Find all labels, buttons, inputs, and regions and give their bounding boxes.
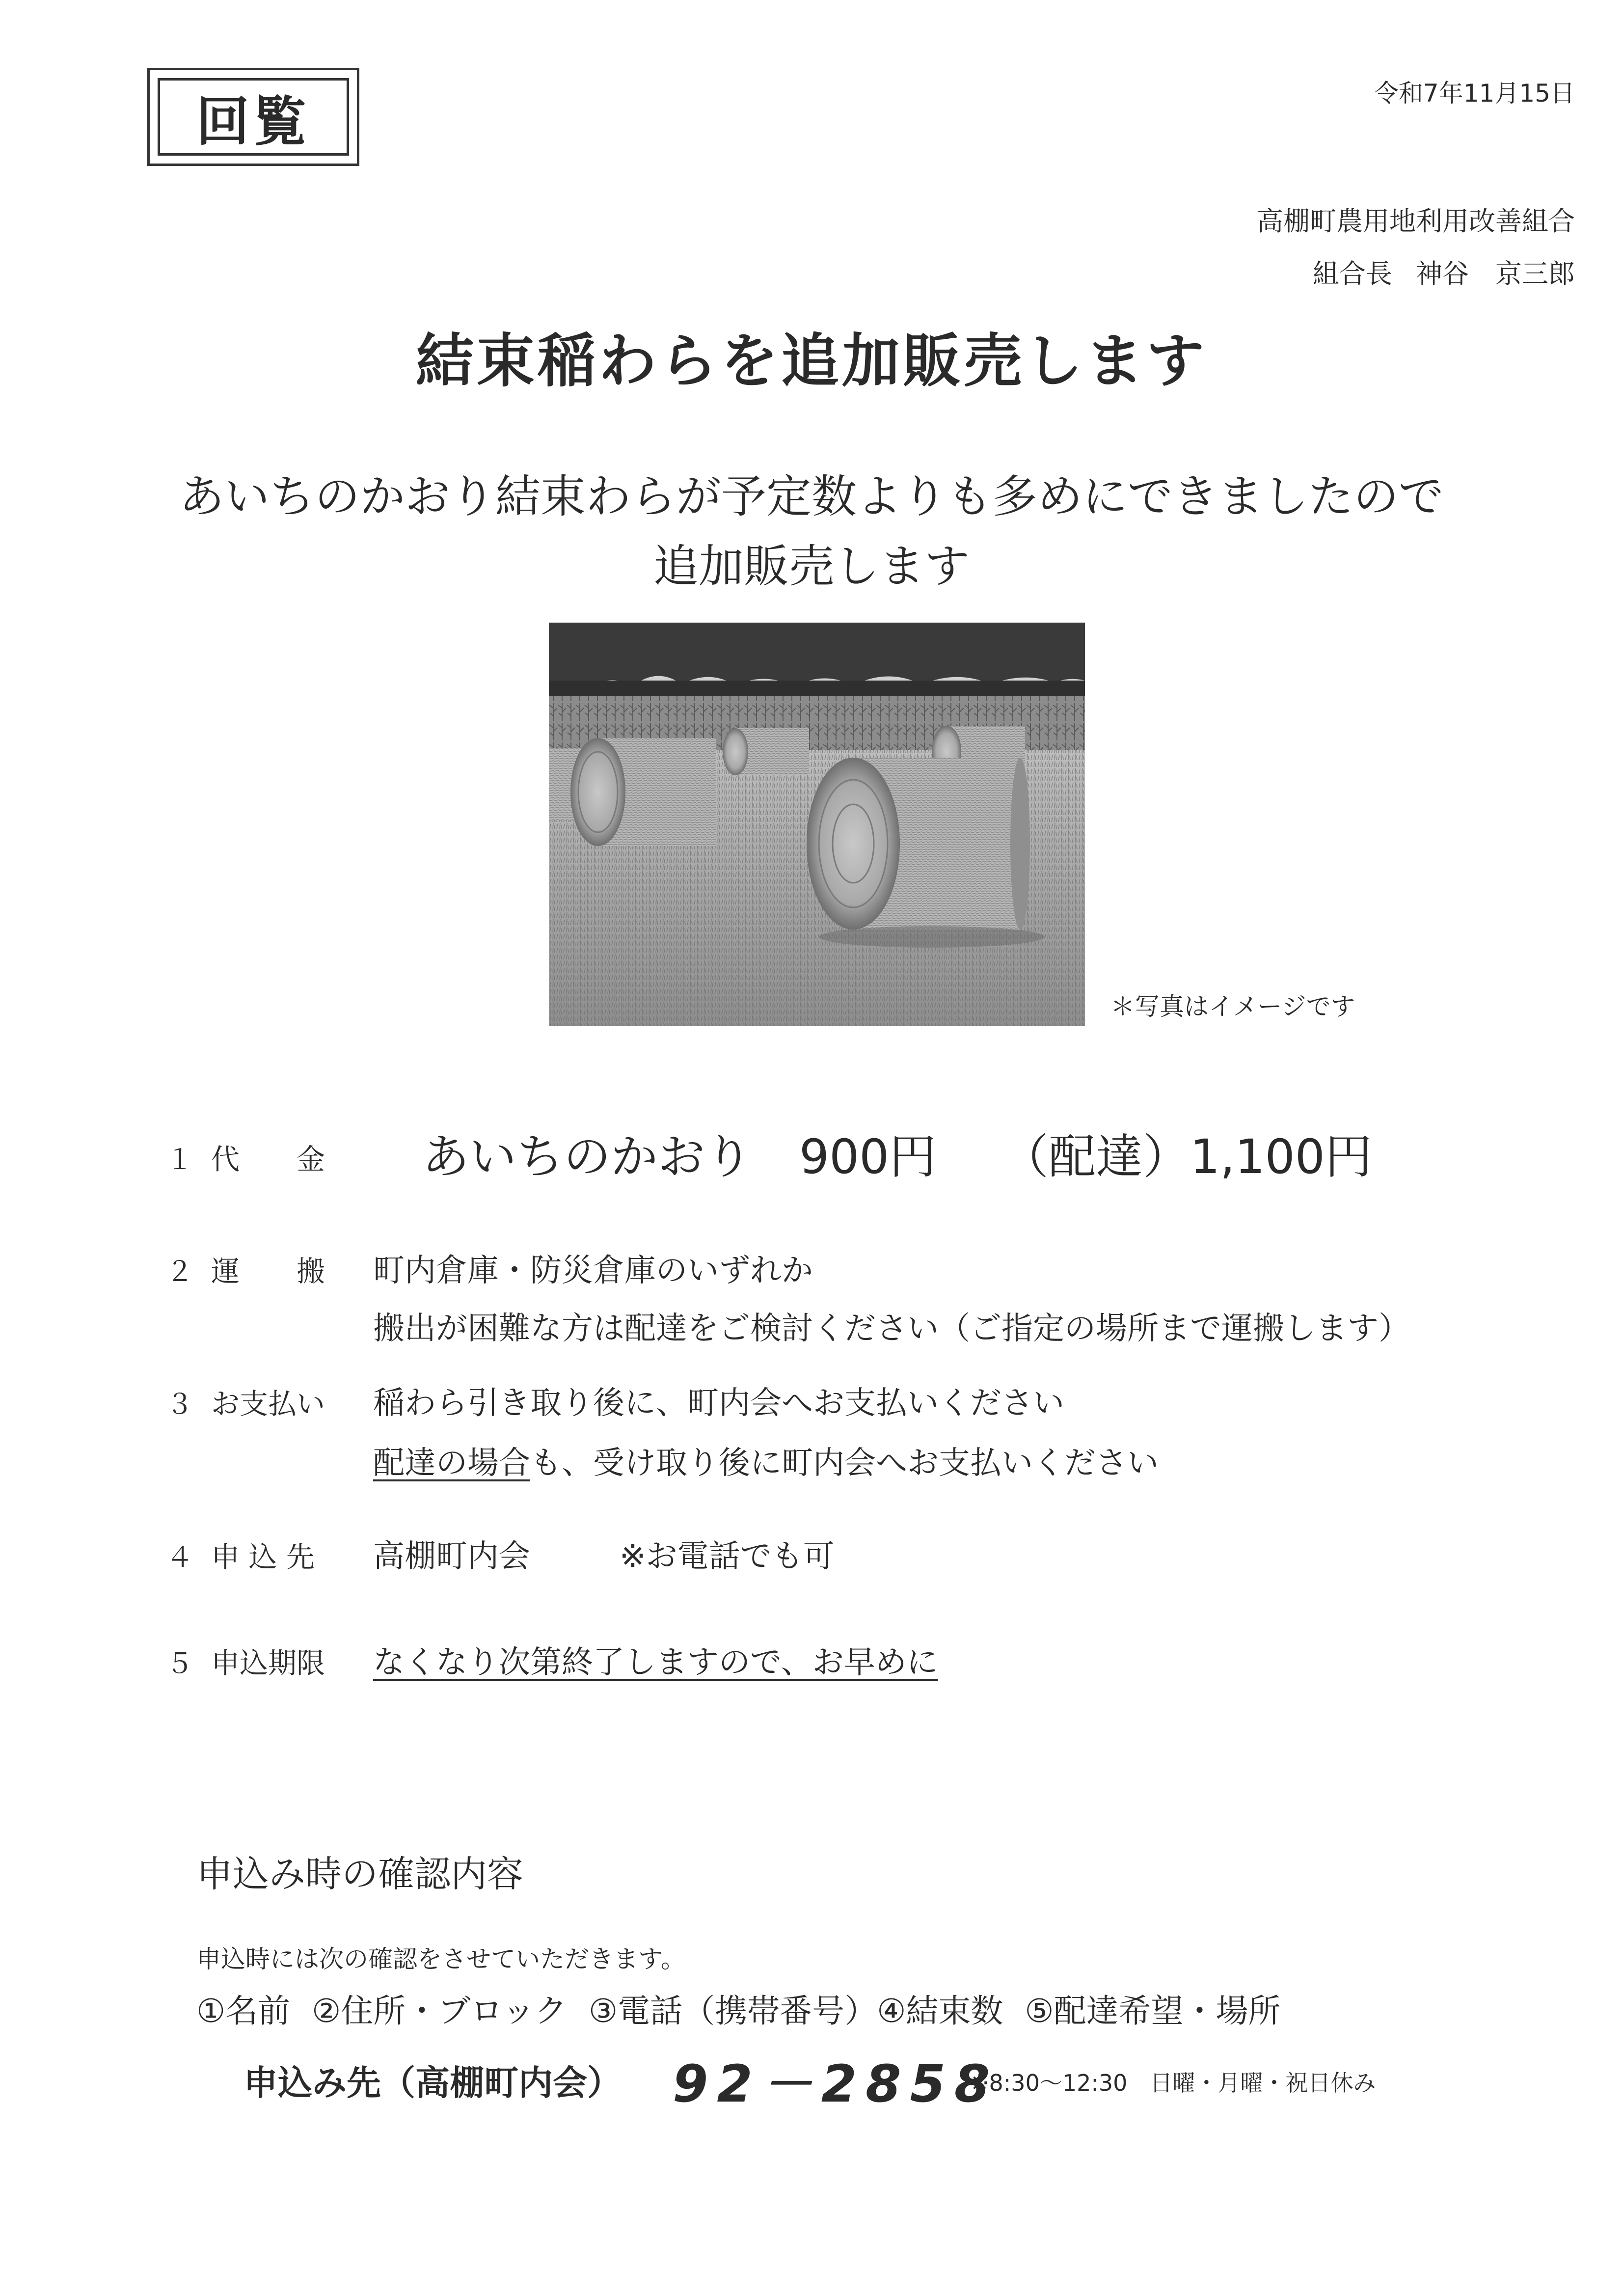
issue-date: 令和7年11月15日 [1374, 79, 1575, 108]
circulation-label: 回覧 [196, 91, 310, 153]
chair-title: 組合長 [1313, 258, 1392, 289]
transport-line-2: 搬出が困難な方は配達をご検討ください（ご指定の場所まで運搬します） [373, 1311, 1410, 1347]
circulation-stamp [147, 68, 359, 166]
payment-line-2 [373, 1438, 1159, 1483]
page-title: 結束稲わらを追加販売します [415, 327, 1207, 395]
confirmation-intro: 申込時には次の確認をさせていただきます。 [196, 1945, 685, 1973]
contact-hours: ※8:30～12:30 日曜・月曜・祝日休み [970, 2070, 1376, 2096]
item-1-number: １ [166, 1144, 193, 1176]
confirmation-point: ①名前 [196, 1992, 291, 2030]
phone-ok-note: ※お電話でも可 [620, 1538, 835, 1575]
payment-delivery-emphasis: 配達の場合 [373, 1445, 530, 1481]
transport-line-1: 町内倉庫・防災倉庫のいずれか [373, 1253, 813, 1289]
item-5-number: ５ [166, 1648, 193, 1680]
item-3-label: お支払い [211, 1387, 325, 1421]
item-4-number: ４ [166, 1542, 193, 1574]
item-1-label: 代 金 [211, 1143, 325, 1176]
price-aichi: あいちのかおり 900円 [422, 1129, 937, 1184]
contact-phone: 92－2858 [673, 2054, 999, 2114]
item-5-label: 申込期限 [211, 1646, 325, 1680]
payment-line-1: 稲わら引き取り後に、町内会へお支払いください [373, 1385, 1064, 1421]
confirmation-points [196, 1985, 1302, 2031]
payment-line-2-rest: も、受け取り後に町内会へお支払いください [530, 1445, 1159, 1481]
lead-line-1: あいちのかおり結束わらが予定数よりも多めにできましたので [179, 470, 1444, 523]
application-place: 高棚町内会 [373, 1538, 530, 1575]
confirmation-point: ③電話（携帯番号）④結束数 [589, 1992, 1003, 2030]
chair-line [1313, 253, 1575, 291]
item-2-label: 運 搬 [211, 1255, 325, 1288]
confirmation-heading: 申込み時の確認内容 [196, 1853, 523, 1895]
price-delivery: （配達）1,100円 [1001, 1129, 1372, 1184]
contact-label: 申込み先（高棚町内会） [243, 2063, 622, 2103]
organization-name: 高棚町農用地利用改善組合 [1257, 206, 1575, 237]
confirmation-point: ②住所・ブロック [312, 1992, 568, 2030]
confirmation-point: ⑤配達希望・場所 [1025, 1992, 1281, 2030]
deadline-text: なくなり次第終了しますので、お早めに [373, 1644, 938, 1681]
item-2-number: ２ [166, 1256, 193, 1288]
lead-line-2: 追加販売します [653, 540, 970, 593]
hay-bale-illustration [549, 623, 1085, 1026]
circulation-stamp-inner [158, 78, 349, 156]
chair-name: 神谷 京三郎 [1416, 258, 1575, 289]
photo-caption: ＊写真はイメージです [1110, 992, 1355, 1021]
item-3-number: ３ [166, 1389, 193, 1421]
hay-bale-photo [549, 623, 1085, 1026]
item-4-label: 申 込 先 [211, 1540, 315, 1574]
